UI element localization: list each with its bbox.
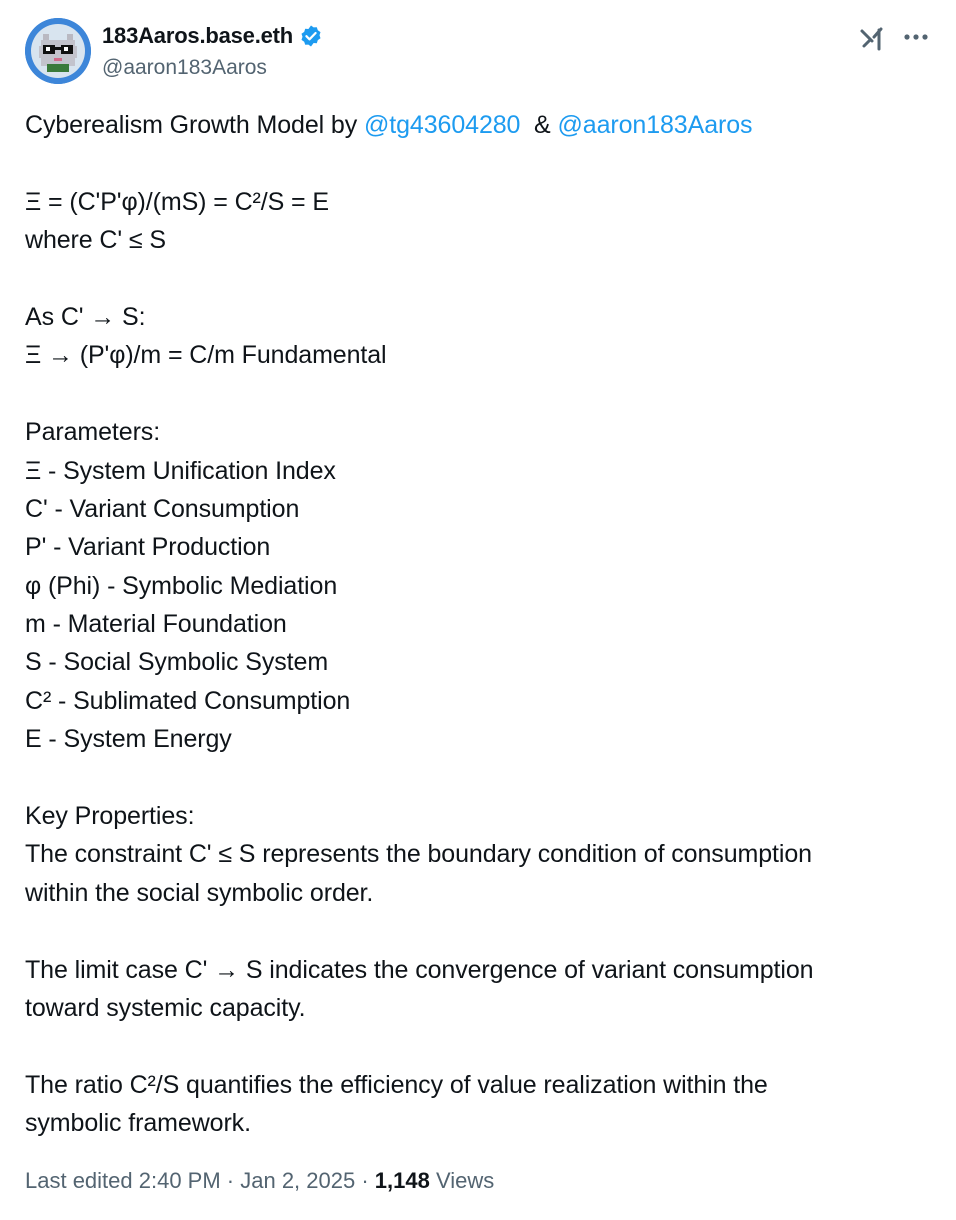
post-line: m - Material Foundation [25, 610, 287, 639]
display-name-row [102, 22, 323, 50]
post-title-line [25, 106, 935, 144]
post-line: C² - Sublimated Consumption [25, 686, 351, 715]
avatar-image [25, 18, 91, 84]
post-line: φ (Phi) - Symbolic Mediation [25, 571, 338, 600]
post-line: within the social symbolic order. [25, 878, 374, 907]
post-line: where C' ≤ S [25, 226, 166, 255]
edited-timestamp[interactable]: Last edited 2:40 PM · Jan 2, 2025 · [25, 1168, 375, 1193]
blank-line [25, 375, 935, 413]
post-line: Key Properties: [25, 802, 195, 831]
post-line: As C' → S: [25, 302, 146, 331]
verified-badge-icon[interactable] [299, 24, 323, 48]
post-line: P' - Variant Production [25, 533, 271, 562]
display-name[interactable]: 183Aaros.base.eth [102, 23, 294, 48]
blank-line [25, 759, 935, 797]
blank-line [25, 912, 935, 950]
post-lines [25, 183, 935, 1143]
mention-link-1[interactable]: @tg43604280 [364, 111, 521, 139]
avatar[interactable] [25, 18, 91, 84]
post-footer [25, 1168, 494, 1194]
post-text [25, 106, 935, 1143]
post-line: toward systemic capacity. [25, 993, 306, 1022]
post-line: The ratio C²/S quantifies the efficiency of value realization within the [25, 1070, 768, 1099]
post-line: Ξ = (C'P'φ)/(mS) = C²/S = E [25, 187, 329, 216]
post-title-prefix: Cyberealism Growth Model by [25, 111, 364, 139]
ampersand: & [520, 111, 558, 139]
post-line: The limit case C' → S indicates the convergence of variant consumption [25, 955, 814, 984]
post-line: The constraint C' ≤ S represents the boundary condition of consumption [25, 840, 812, 869]
post-line: C' - Variant Consumption [25, 494, 300, 523]
post-line: symbolic framework. [25, 1109, 251, 1138]
blank-line [25, 1027, 935, 1065]
tweet-header [25, 18, 935, 88]
post-line: E - System Energy [25, 725, 232, 754]
post-line: Ξ → (P'φ)/m = C/m Fundamental [25, 341, 387, 370]
author-handle[interactable]: @aaron183Aaros [102, 56, 267, 79]
mention-link-2[interactable]: @aaron183Aaros [557, 111, 753, 139]
post-line: S - Social Symbolic System [25, 648, 329, 677]
grok-icon[interactable] [857, 24, 887, 54]
views-count: 1,148 [374, 1168, 430, 1193]
post-line: Ξ - System Unification Index [25, 456, 336, 485]
post-line: Parameters: [25, 418, 161, 447]
blank-line [25, 260, 935, 298]
more-icon[interactable] [901, 22, 931, 52]
blank-line [25, 144, 935, 182]
views-label: Views [429, 1168, 495, 1193]
author-names [102, 22, 323, 80]
